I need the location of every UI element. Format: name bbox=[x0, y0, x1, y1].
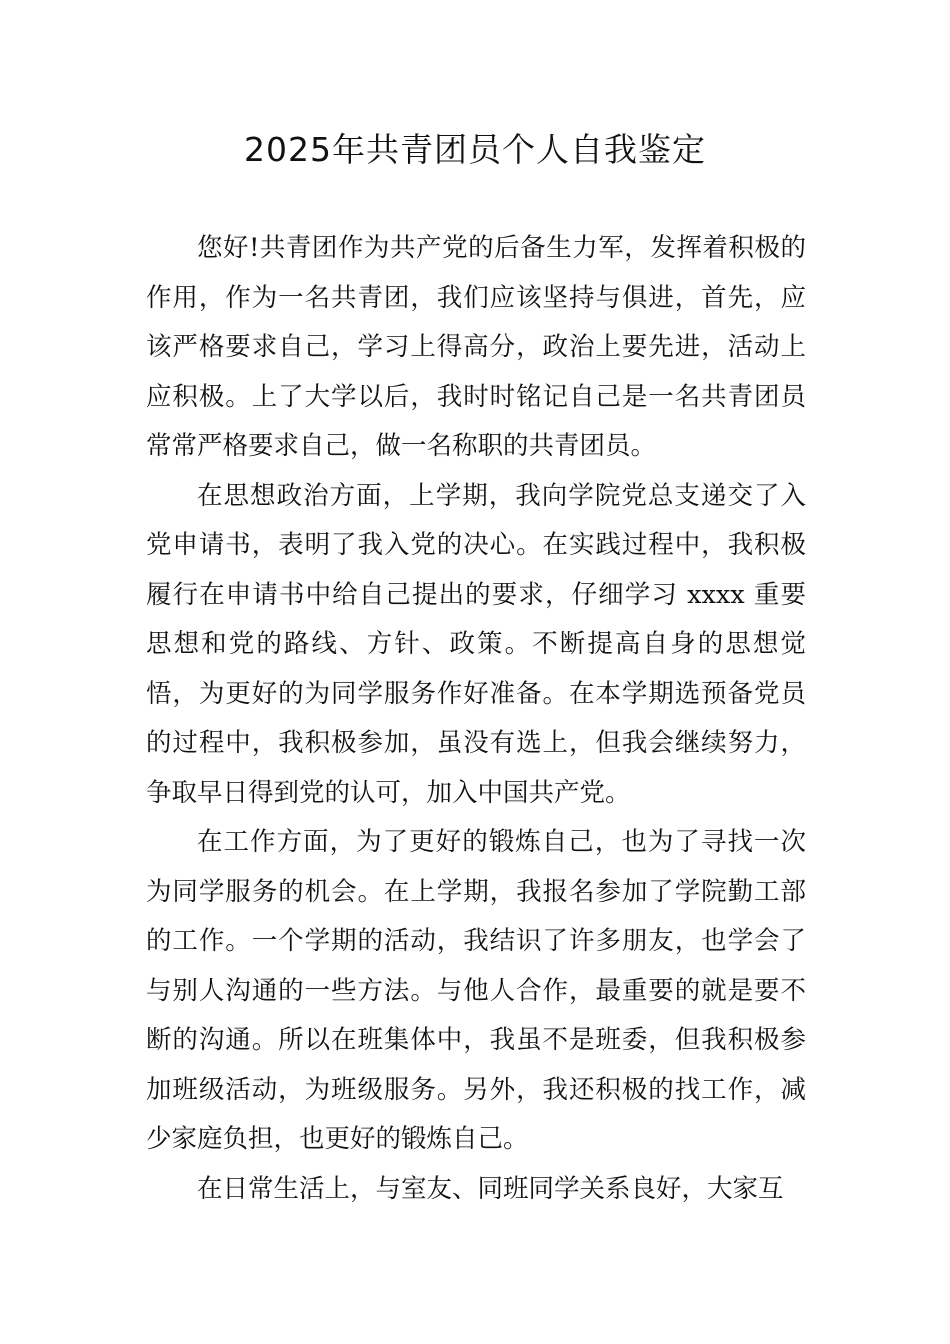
paragraph-work: 在工作方面，为了更好的锻炼自己，也为了寻找一次为同学服务的机会。在上学期，我报名参加了学院勤工部的工作。一个学期的活动，我结识了许多朋友，也学会了与别人沟通的一些方法。与他人合作，最重要的就是要不断的沟通。所以在班集体中，我虽不是班委，但我积极参加班级活动，为班级服务。另外，我还积极的找工作，减少家庭负担，也更好的锻炼自己。 bbox=[146, 827, 806, 1154]
document-title: 2025年共青团员个人自我鉴定 bbox=[244, 130, 706, 169]
paragraph-daily-life: 在日常生活上，与室友、同班同学关系良好，大家互 bbox=[197, 1173, 784, 1204]
paragraph-political: 在思想政治方面，上学期，我向学院党总支递交了入党申请书，表明了我入党的决心。在实践过程中，我积极履行在申请书中给自己提出的要求，仔细学习 xxxx 重要思想和党的路线、方针、政策。不断提高自身的思想觉悟，为更好的为同学服务作好准备。在本学期选预备党员的过程中，我积极参加，虽没有选上，但我会继续努力，争取早日得到党的认可，加入中国共产党。 bbox=[146, 480, 806, 808]
paragraph-greeting: 您好!共青团作为共产党的后备生力军，发挥着积极的作用，作为一名共青团，我们应该坚持与俱进，首先，应该严格要求自己，学习上得高分，政治上要先进，活动上应积极。上了大学以后，我时时铭记自己是一名共青团员常常严格要求自己，做一名称职的共青团员。 bbox=[146, 233, 806, 461]
document-body bbox=[146, 224, 806, 1214]
